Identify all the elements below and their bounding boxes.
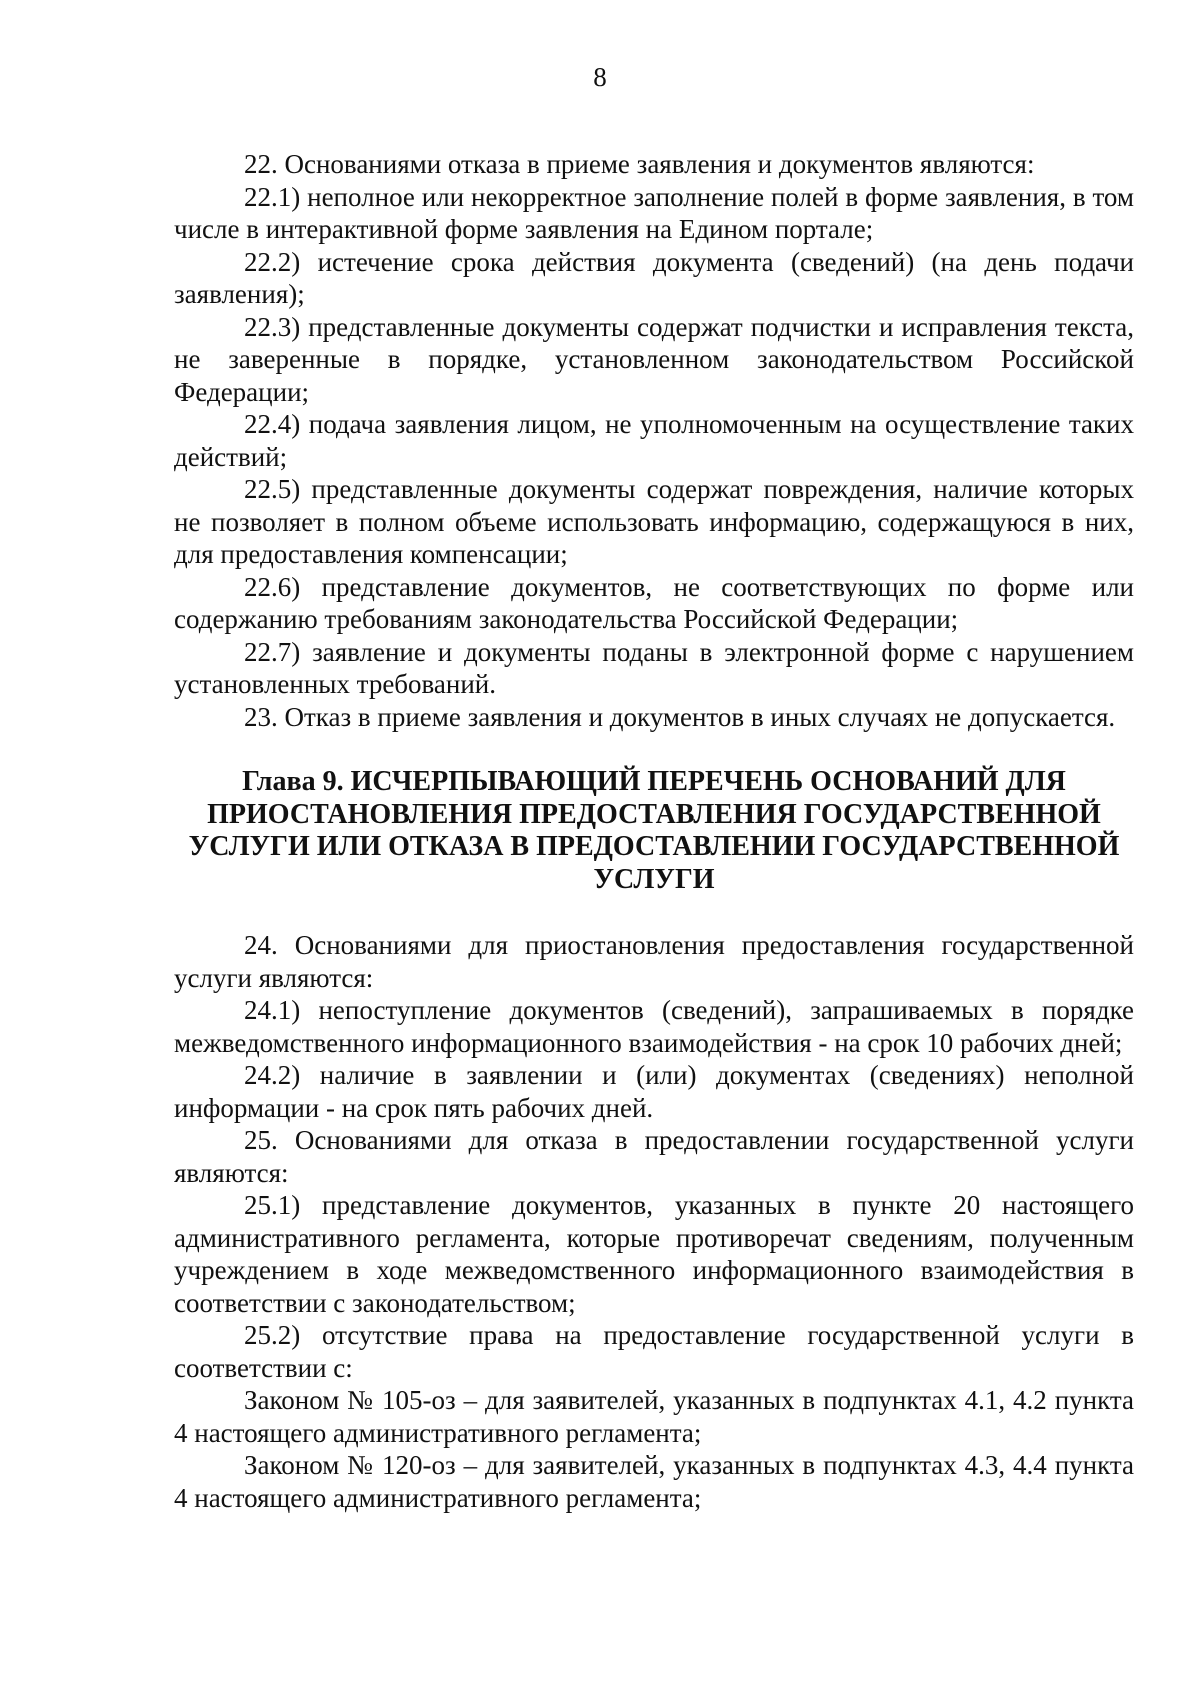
paragraph-22-5: 22.5) представленные документы содержат повреждения, наличие которых не позволяет в полном объеме использовать информацию, содержащуюся в них, для предоставления компенсации;	[174, 474, 1134, 569]
paragraph-22-2: 22.2) истечение срока действия документа (сведений) (на день подачи заявления);	[174, 246, 1134, 309]
paragraph-25-1: 25.1) представление документов, указанных в пункте 20 настоящего административного регламента, которые противоречат сведениям, полученным учреждением в ходе межведомственного информационного взаимодействия в соответствии с законодательством;	[174, 1190, 1134, 1318]
paragraph-law-105: Законом № 105-оз – для заявителей, указанных в подпунктах 4.1, 4.2 пункта 4 настоящего административного регламента;	[174, 1385, 1134, 1448]
paragraph-24-2: 24.2) наличие в заявлении и (или) документах (сведениях) неполной информации - на срок пять рабочих дней.	[174, 1060, 1134, 1123]
document-body	[174, 148, 1134, 1514]
page-number: 8	[593, 62, 607, 92]
paragraph-25-2: 25.2) отсутствие права на предоставление государственной услуги в соответствии с:	[174, 1320, 1134, 1383]
paragraph-22-4: 22.4) подача заявления лицом, не уполномоченным на осуществление таких действий;	[174, 409, 1134, 472]
paragraph-22-7: 22.7) заявление и документы поданы в электронной форме с нарушением установленных требований.	[174, 636, 1134, 699]
paragraph-23: 23. Отказ в приеме заявления и документов в иных случаях не допускается.	[244, 701, 1116, 732]
paragraph-22-3: 22.3) представленные документы содержат подчистки и исправления текста, не заверенные в порядке, установленном законодательством Российской Федерации;	[174, 311, 1134, 407]
paragraph-25: 25. Основаниями для отказа в предоставлении государственной услуги являются:	[174, 1125, 1134, 1188]
paragraph-24-1: 24.1) непоступление документов (сведений), запрашиваемых в порядке межведомственного информационного взаимодействия - на срок 10 рабочих дней;	[174, 995, 1134, 1058]
paragraph-22-6: 22.6) представление документов, не соответствующих по форме или содержанию требованиям законодательства Российской Федерации;	[174, 571, 1134, 634]
paragraph-22-1: 22.1) неполное или некорректное заполнение полей в форме заявления, в том числе в интерактивной форме заявления на Едином портале;	[174, 181, 1134, 244]
chapter-heading: Глава 9. ИСЧЕРПЫВАЮЩИЙ ПЕРЕЧЕНЬ ОСНОВАНИЙ ДЛЯ ПРИОСТАНОВЛЕНИЯ ПРЕДОСТАВЛЕНИЯ ГОСУДАРСТВЕННОЙ УСЛУГИ ИЛИ ОТКАЗА В ПРЕДОСТАВЛЕНИИ ГОСУДАРСТВЕННОЙ УСЛУГИ	[188, 766, 1120, 895]
paragraph-22: 22. Основаниями отказа в приеме заявления и документов являются:	[244, 149, 1035, 179]
paragraph-law-120: Законом № 120-оз – для заявителей, указанных в подпунктах 4.3, 4.4 пункта 4 настоящего административного регламента;	[174, 1450, 1134, 1513]
paragraph-24: 24. Основаниями для приостановления предоставления государственной услуги являются:	[174, 930, 1134, 993]
